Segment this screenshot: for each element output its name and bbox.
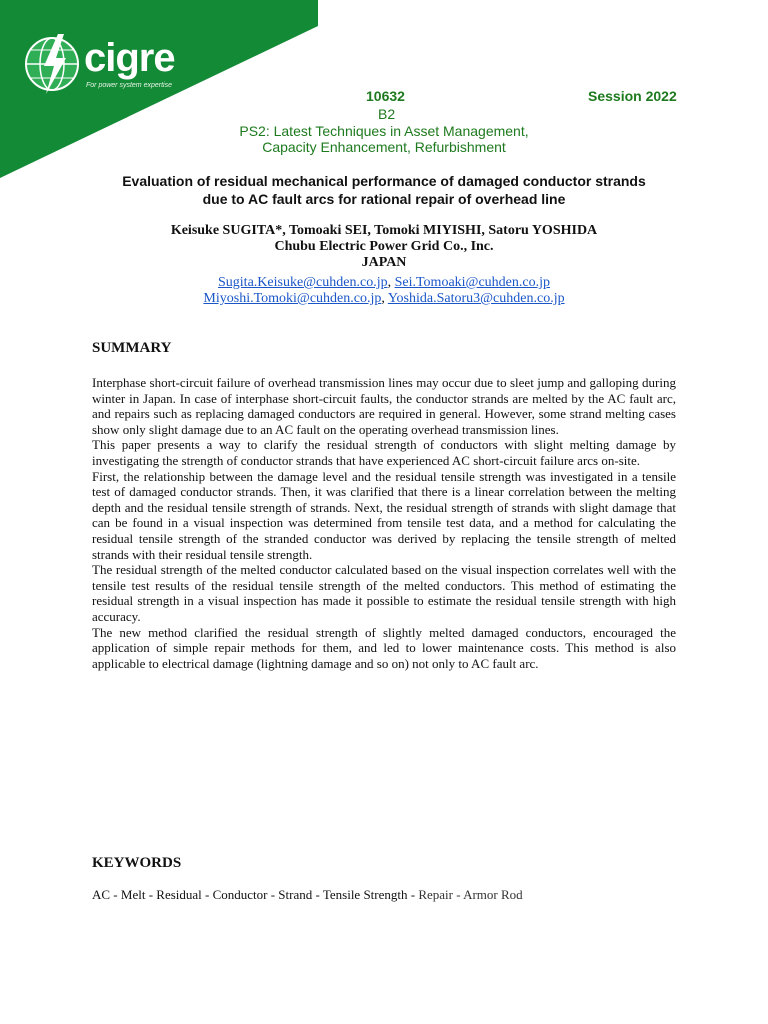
keywords-list: [92, 887, 523, 903]
summary-paragraph: The new method clarified the residual strength of slightly melted damaged conductors, encouraged the application of simple repair methods for them, and led to lower maintenance costs. This method is also applicable to electrical damage (lightning damage and so on) not only to AC fault arc.: [92, 624, 676, 671]
email-link-sei[interactable]: Sei.Tomoaki@cuhden.co.jp: [394, 275, 550, 290]
author-block: [0, 223, 768, 271]
author-names: Keisuke SUGITA*, Tomoaki SEI, Tomoki MIYISHI, Satoru YOSHIDA: [170, 223, 598, 238]
email-link-sugita[interactable]: Sugita.Keisuke@cuhden.co.jp: [218, 275, 388, 290]
summary-body: [92, 375, 676, 671]
keywords-tail: Repair - Armor Rod: [418, 887, 523, 902]
summary-heading: SUMMARY: [92, 340, 172, 356]
study-committee: B2: [378, 106, 396, 122]
preferential-subject-line1: PS2: Latest Techniques in Asset Management,: [239, 123, 529, 139]
cigre-logo-text: cigre: [84, 36, 175, 80]
session-label: Session 2022: [588, 88, 677, 104]
keywords-main: AC - Melt - Residual - Conductor - Strand - Tensile Strength -: [92, 887, 419, 902]
email-link-yoshida[interactable]: Yoshida.Satoru3@cuhden.co.jp: [387, 291, 565, 306]
cigre-tagline: For power system expertise: [86, 82, 172, 89]
summary-paragraph: This paper presents a way to clarify the residual strength of conductors with slight melting damage by investigating the strength of conductor strands that have experienced AC short-circuit failure arcs on-site.: [92, 437, 676, 468]
summary-paragraph: First, the relationship between the damage level and the residual tensile strength was investigated in a tensile test of damaged conductor strands. Then, it was clarified that there is a linear correlation between the melting depth and the residual tensile strength of strands. Next, the residual strength of strands with slight damage that can be found in a visual inspection was determined from tensile test data, and a method for calculating the residual tensile strength of the stranded conductor was derived by replacing the tensile strength of melted strands with their residual tensile strength.: [92, 468, 676, 562]
paper-title: [60, 172, 708, 208]
author-affiliation: Chubu Electric Power Grid Co., Inc.: [274, 239, 494, 254]
email-link-miyoshi[interactable]: Miyoshi.Tomoki@cuhden.co.jp: [203, 291, 382, 306]
author-country: JAPAN: [361, 255, 407, 270]
paper-number: 10632: [366, 88, 405, 104]
summary-paragraph: The residual strength of the melted conductor calculated based on the visual inspection correlates well with the tensile test results of the residual tensile strength of the melted conductors. This method of estimating the residual strength in a visual inspection has made it possible to estimate the residual tensile strength with high accuracy.: [92, 562, 676, 624]
summary-paragraph: Interphase short-circuit failure of overhead transmission lines may occur due to sleet jump and galloping during winter in Japan. In case of interphase short-circuit faults, the conductor strands are melted by the AC fault arc, and repairs such as replacing damaged conductors are required in general. However, some strand melting cases show only slight damage due to an AC fault on the operating overhead transmission lines.: [92, 375, 676, 437]
email-separator: ,: [381, 291, 385, 306]
paper-title-line1: Evaluation of residual mechanical performance of damaged conductor strands: [122, 173, 646, 189]
keywords-heading: KEYWORDS: [92, 855, 182, 871]
preferential-subject-line2: Capacity Enhancement, Refurbishment: [262, 139, 506, 155]
author-emails: [0, 275, 768, 307]
paper-title-line2: due to AC fault arcs for rational repair of overhead line: [202, 191, 566, 207]
email-separator: ,: [387, 275, 392, 290]
